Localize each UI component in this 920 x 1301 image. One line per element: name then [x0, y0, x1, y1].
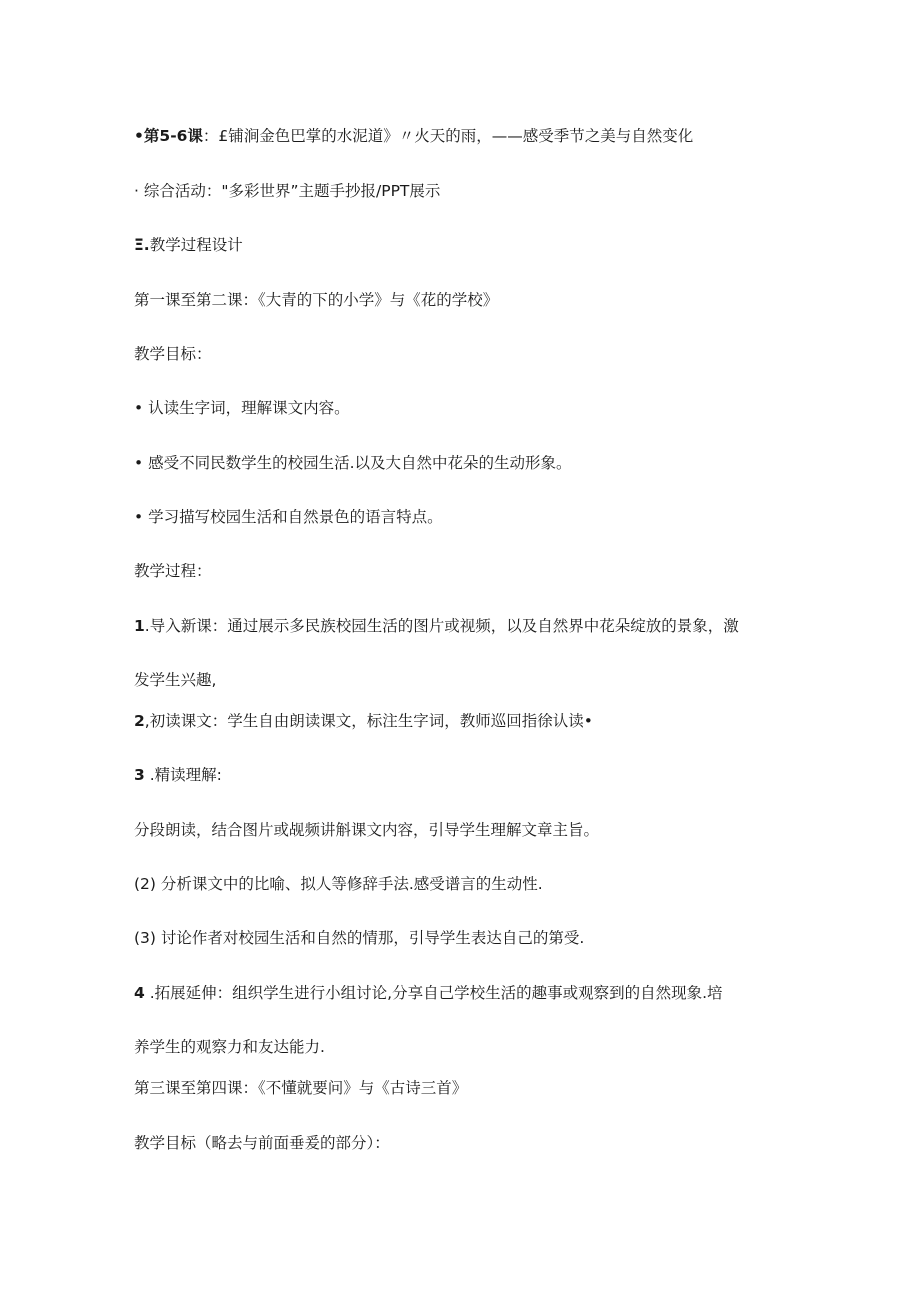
lesson-5-6-text: ：£铺涧金色巴掌的水泥道》〃火天的雨，——感受季节之美与自然变化 — [202, 127, 694, 145]
step-number: 2 — [134, 712, 145, 730]
activity-text: · 综合活动："多彩世界”主题手抄报/PPT展示 — [134, 182, 441, 200]
step-text: .拓展延伸：组织学生进行小组讨论,分享自己学校生活的趣事或观察到的自然现象.培 — [144, 984, 723, 1002]
step-text: ,初读课文：学生自由朗读课文，标注生字词，教师巡回指徐认读• — [144, 712, 593, 730]
objective-text: 感受不同民数学生的校园生活.以及大自然中花朵的生动形象。 — [143, 454, 572, 472]
sub-step-text: (3) 讨论作者对校园生活和自然的情那，引导学生表达自己的第受. — [134, 929, 585, 947]
section-number: Ξ. — [134, 236, 150, 254]
sub-step-1 — [134, 820, 599, 840]
step-text: .导入新课：通过展示多民族校园生活的图片或视频，以及自然界中花朵绽放的景象，激 — [144, 617, 739, 635]
section-heading — [134, 235, 243, 255]
section-title: 教学过程设计 — [149, 236, 243, 254]
objectives-label — [134, 344, 212, 364]
lesson-3-4-text: 第三课至第四课：《不懂就要问》与《古诗三首》 — [134, 1079, 468, 1097]
lesson-5-6-label: •第5-6课 — [134, 127, 203, 145]
objective-item — [134, 398, 350, 418]
lesson-1-2-text: 第一课至第二课：《大青的下的小学》与《花的学校》 — [134, 291, 499, 309]
sub-step-text: 分段朗读，结合图片或觇频讲斛课文内容，引导学生理解文章主旨。 — [134, 821, 600, 839]
lesson-5-6-line — [134, 126, 693, 146]
lesson-1-2-heading — [134, 290, 498, 310]
bullet: • — [134, 399, 144, 417]
step-text: .精读理解: — [144, 766, 222, 784]
process-label — [134, 561, 212, 581]
objectives-label-2-text: 教学目标（略去与前面垂爰的部分）： — [134, 1134, 390, 1152]
bullet: • — [134, 508, 144, 526]
lesson-3-4-heading — [134, 1078, 467, 1098]
step-number: 1 — [134, 617, 145, 635]
step-4-continued — [134, 1037, 325, 1057]
sub-step-text: (2) 分析课文中的比喻、拟人等修辞手法.感受谱言的生动性. — [134, 875, 543, 893]
step-text: 养学生的观察力和友达能力. — [134, 1038, 325, 1056]
step-number: 3 — [134, 766, 145, 784]
objective-text: 认读生字词，理解课文内容。 — [143, 399, 350, 417]
step-text: 发学生兴趣, — [134, 671, 217, 689]
process-label-text: 教学过程： — [134, 562, 212, 580]
step-1 — [134, 616, 739, 636]
bullet: • — [134, 454, 144, 472]
step-1-continued — [134, 670, 216, 690]
objective-item — [134, 453, 572, 473]
step-2 — [134, 711, 593, 731]
sub-step-3 — [134, 928, 584, 948]
objectives-label-2 — [134, 1133, 390, 1153]
activity-line — [134, 181, 440, 201]
sub-step-2 — [134, 874, 543, 894]
objective-text: 学习描写校园生活和自然景色的语言特点。 — [143, 508, 443, 526]
step-number: 4 — [134, 984, 145, 1002]
step-4 — [134, 983, 723, 1003]
objectives-label-text: 教学目标： — [134, 345, 212, 363]
objective-item — [134, 507, 443, 527]
step-3 — [134, 765, 222, 785]
